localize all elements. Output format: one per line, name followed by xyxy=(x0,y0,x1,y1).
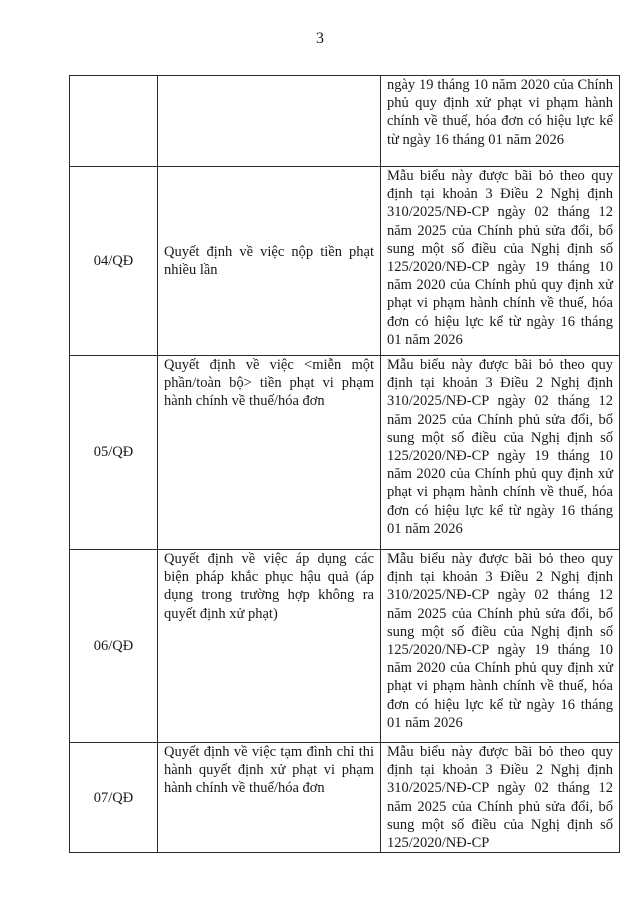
form-code-cell xyxy=(70,167,158,356)
form-code-cell xyxy=(70,76,158,167)
form-name: Quyết định về việc nộp tiền phạt nhiều lần xyxy=(164,243,374,278)
form-note-cell xyxy=(381,76,620,167)
form-name: Quyết định về việc áp dụng các biện pháp khắc phục hậu quả (áp dụng trong trường hợp không ra quyết định xử phạt) xyxy=(164,551,374,622)
form-code-cell xyxy=(70,743,158,853)
form-note: Mẫu biểu này được bãi bỏ theo quy định tại khoản 3 Điều 2 Nghị định 310/2025/NĐ-CP ngày 02 tháng 12 năm 2025 của Chính phủ sửa đổi, bổ sung một số điều của Nghị định số 125/2020/NĐ-CP ngày 19 tháng 10 năm 2020 của Chính phủ quy định xử phạt vi phạm hành chính về thuế, hóa đơn có hiệu lực kể từ ngày 16 tháng 01 năm 2026 xyxy=(387,551,613,731)
table-row xyxy=(70,167,620,356)
table-row xyxy=(70,356,620,550)
form-name-cell xyxy=(158,550,381,743)
form-code: 04/QĐ xyxy=(93,252,134,269)
form-code: 05/QĐ xyxy=(93,444,134,461)
form-note-cell xyxy=(381,167,620,356)
form-code-cell xyxy=(70,356,158,550)
table-row xyxy=(70,550,620,743)
form-name-cell xyxy=(158,743,381,853)
table-row xyxy=(70,76,620,167)
form-name: Quyết định về việc <miễn một phần/toàn bộ> tiền phạt vi phạm hành chính về thuế/hóa đơn xyxy=(164,357,374,410)
form-note-cell xyxy=(381,356,620,550)
form-note-cell xyxy=(381,550,620,743)
form-note: Mẫu biểu này được bãi bỏ theo quy định tại khoản 3 Điều 2 Nghị định 310/2025/NĐ-CP ngày 02 tháng 12 năm 2025 của Chính phủ sửa đổi, bổ sung một số điều của Nghị định số 125/2020/NĐ-CP ngày 19 tháng 10 năm 2020 của Chính phủ quy định xử phạt vi phạm hành chính về thuế, hóa đơn có hiệu lực kể từ ngày 16 tháng 01 năm 2026 xyxy=(387,357,613,537)
form-note: Mẫu biểu này được bãi bỏ theo quy định tại khoản 3 Điều 2 Nghị định 310/2025/NĐ-CP ngày 02 tháng 12 năm 2025 của Chính phủ sửa đổi, bổ sung một số điều của Nghị định số 125/2020/NĐ-CP ngày 19 tháng 10 năm 2020 của Chính phủ quy định xử phạt vi phạm hành chính về thuế, hóa đơn có hiệu lực kể từ ngày 16 tháng 01 năm 2026 xyxy=(387,168,613,348)
form-code-cell xyxy=(70,550,158,743)
form-note-cell xyxy=(381,743,620,853)
form-code: 06/QĐ xyxy=(93,637,134,654)
table-row xyxy=(70,743,620,853)
form-code: 07/QĐ xyxy=(93,789,134,806)
form-name-cell xyxy=(158,356,381,550)
page-number: 3 xyxy=(316,30,324,47)
form-name: Quyết định về việc tạm đình chỉ thi hành quyết định xử phạt vi phạm hành chính về thuế/hóa đơn xyxy=(164,744,374,797)
form-note: ngày 19 tháng 10 năm 2020 của Chính phủ quy định xử phạt vi phạm hành chính về thuế, hóa đơn có hiệu lực kể từ ngày 16 tháng 01 năm 2026 xyxy=(387,77,613,148)
forms-table xyxy=(69,75,620,853)
form-name-cell xyxy=(158,167,381,356)
form-name-cell xyxy=(158,76,381,167)
form-note: Mẫu biểu này được bãi bỏ theo quy định tại khoản 3 Điều 2 Nghị định 310/2025/NĐ-CP ngày 02 tháng 12 năm 2025 của Chính phủ sửa đổi, bổ sung một số điều của Nghị định số 125/2020/NĐ-CP xyxy=(387,744,613,852)
